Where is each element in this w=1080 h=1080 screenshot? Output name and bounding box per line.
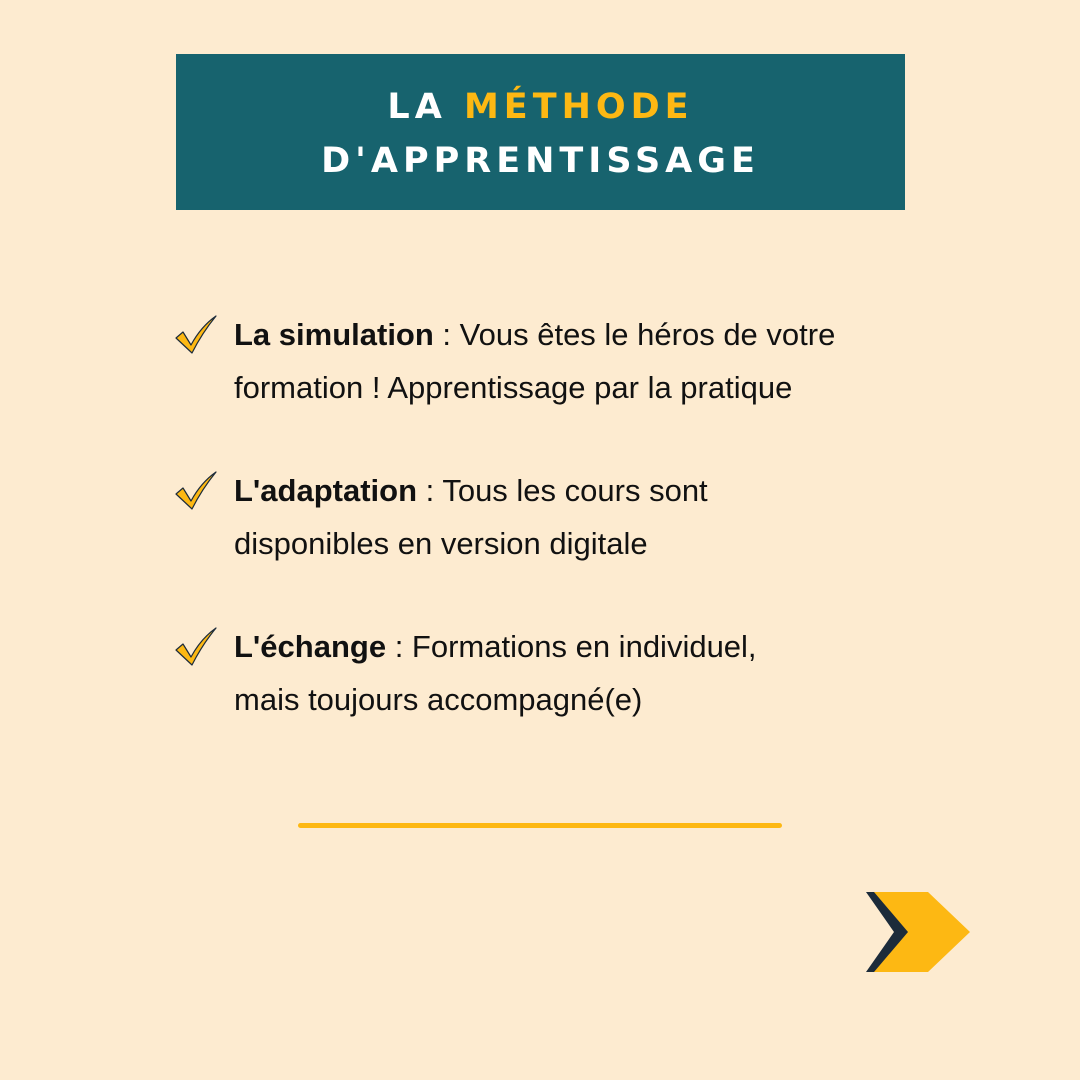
check-icon <box>174 468 218 512</box>
list-item-text <box>234 620 934 726</box>
list-item-text <box>234 308 934 414</box>
list-item-desc-line2: mais toujours accompagné(e) <box>234 682 643 717</box>
list-item-text <box>234 464 934 570</box>
list-item-term: L'échange <box>234 629 387 664</box>
list-item-desc-line2: disponibles en version digitale <box>234 526 648 561</box>
divider <box>298 823 782 828</box>
list-item-term: L'adaptation <box>234 473 418 508</box>
check-icon <box>174 312 218 356</box>
list-item-desc-line2: formation ! Apprentissage par la pratique <box>234 370 793 405</box>
list-item-simulation <box>174 308 934 464</box>
title-line-2: D'APPRENTISSAGE <box>321 141 760 181</box>
next-arrow-icon[interactable] <box>862 888 974 976</box>
check-icon <box>174 624 218 668</box>
list-item-desc-line1: : Formations en individuel, <box>386 629 757 664</box>
method-list <box>174 308 934 776</box>
list-item-term: La simulation <box>234 317 434 352</box>
list-item-desc-line1: : Vous êtes le héros de votre <box>433 317 836 352</box>
list-item-adaptation <box>174 464 934 620</box>
title-accent: MÉTHODE <box>463 87 694 127</box>
title-line-1 <box>387 80 693 134</box>
list-item-echange <box>174 620 934 776</box>
list-item-desc-line1: : Tous les cours sont <box>417 473 708 508</box>
title-prefix: LA <box>387 87 464 127</box>
title-banner <box>176 54 905 210</box>
